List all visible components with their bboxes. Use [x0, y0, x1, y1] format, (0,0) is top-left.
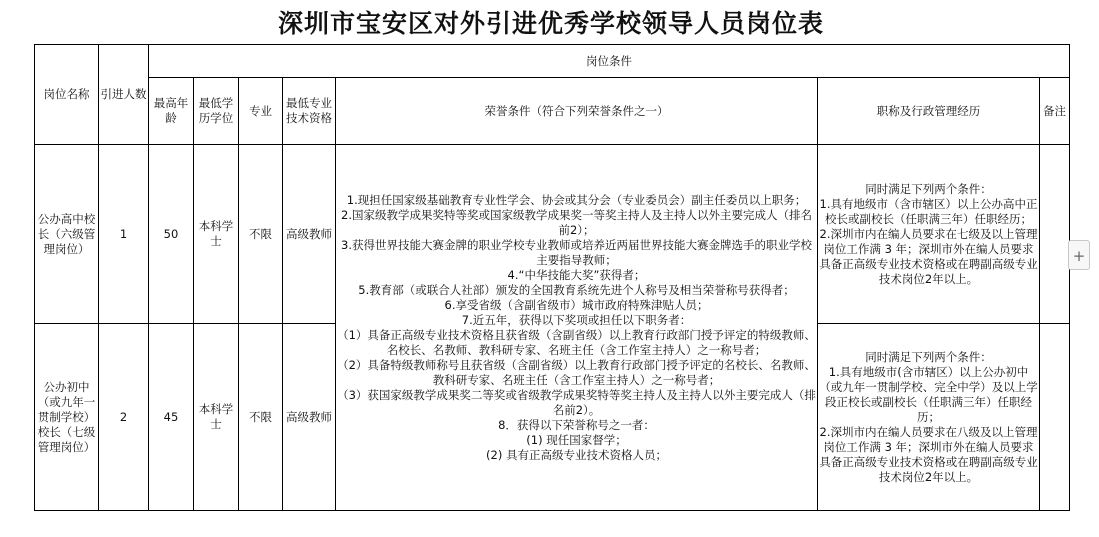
honor-line: 3.获得世界技能大赛金牌的职业学校专业教师或培养近两届世界技能大赛金牌选手的职业学校主要指导教师； — [341, 237, 812, 267]
position-name-cell: 公办初中（或九年一贯制学校）校长（七级管理岗位） — [35, 324, 99, 511]
experience-line: 同时满足下列两个条件： — [865, 181, 992, 196]
headcount-cell: 1 — [99, 145, 149, 324]
page-title: 深圳市宝安区对外引进优秀学校领导人员岗位表 — [277, 9, 824, 38]
qualification-cell: 高级教师 — [283, 324, 336, 511]
honor-line: 6.享受省级（含副省级市）城市政府特殊津贴人员； — [444, 297, 709, 312]
honor-line: 1.现担任国家级基础教育专业性学会、协会或其分会（专业委员会）副主任委员以上职务； — [346, 192, 807, 207]
header-max-age: 最高年龄 — [149, 78, 194, 145]
max-age-cell: 50 — [149, 145, 194, 324]
honor-line: (2) 具有正高级专业技术资格人员； — [486, 447, 667, 462]
major-cell: 不限 — [239, 324, 283, 511]
qualification-cell: 高级教师 — [283, 145, 336, 324]
major-cell: 不限 — [239, 145, 283, 324]
experience-line: 1.具有地级市（含市辖区）以上公办高中正校长或副校长（任职满三年）任职经历； — [819, 196, 1038, 226]
education-cell: 本科学士 — [194, 145, 239, 324]
experience-cell — [818, 145, 1040, 324]
header-min-education: 最低学历学位 — [194, 78, 239, 145]
experience-line: 1.具有地级市(含市辖区）以上公办初中（或九年一贯制学校、完全中学）及以上学段正校长或副校长（任职满三年）任职经历； — [819, 364, 1038, 424]
header-title-experience: 职称及行政管理经历 — [818, 78, 1040, 145]
header-position-name: 岗位名称 — [35, 45, 99, 145]
header-remarks: 备注 — [1040, 78, 1070, 145]
honor-line: （3）获国家级教学成果奖二等奖或省级教学成果奖特等奖主持人及主持人以外主要完成人（排名前2）。 — [337, 387, 816, 417]
honor-conditions-cell — [336, 145, 818, 511]
header-min-qualification: 最低专业技术资格 — [283, 78, 336, 145]
honor-line: 8．获得以下荣誉称号之一者： — [498, 417, 655, 432]
remarks-cell — [1040, 145, 1070, 324]
header-major: 专业 — [239, 78, 283, 145]
experience-line: 同时满足下列两个条件： — [865, 349, 992, 364]
honor-line: (1) 现任国家督学； — [526, 432, 627, 447]
honor-line: 2.国家级教学成果奖特等奖或国家级教学成果奖一等奖主持人及主持人以外主要完成人（排名前2）； — [341, 207, 812, 237]
header-honor: 荣誉条件（符合下列荣誉条件之一） — [336, 78, 818, 145]
position-name-cell: 公办高中校长（六级管理岗位） — [35, 145, 99, 324]
honor-line: 4.“中华技能大奖”获得者； — [507, 267, 646, 282]
honor-line: 7.近五年，获得以下奖项或担任以下职务者： — [461, 312, 692, 327]
experience-line: 2.深圳市内在编人员要求在七级及以上管理岗位工作满 3 年；深圳市外在编人员要求具备正高级专业技术资格或在聘副高级专业技术岗位2年以上。 — [819, 226, 1038, 286]
position-table — [34, 44, 1070, 511]
headcount-cell: 2 — [99, 324, 149, 511]
max-age-cell: 45 — [149, 324, 194, 511]
remarks-cell — [1040, 324, 1070, 511]
experience-line: 2.深圳市内在编人员要求在八级及以上管理岗位工作满 3 年；深圳市外在编人员要求具备正高级专业技术资格或在聘副高级专业技术岗位2年以上。 — [819, 424, 1038, 484]
header-headcount: 引进人数 — [99, 45, 149, 145]
honor-line: （1）具备正高级专业技术资格且获省级（含副省级）以上教育行政部门授予评定的特级教师、名校长、名教师、教科研专家、名班主任（含工作室主持人）之一称号者； — [337, 327, 816, 357]
expand-plus-button[interactable]: + — [1068, 240, 1090, 270]
table-row — [35, 145, 1070, 324]
honor-line: （2）具备特级教师称号且获省级（含副省级）以上教育行政部门授予评定的名校长、名教师、教科研专家、名班主任（含工作室主持人）之一称号者； — [337, 357, 816, 387]
experience-cell — [818, 324, 1040, 511]
education-cell: 本科学士 — [194, 324, 239, 511]
header-conditions: 岗位条件 — [149, 45, 1070, 78]
honor-line: 5.教育部（或联合人社部）颁发的全国教育系统先进个人称号及相当荣誉称号获得者； — [358, 282, 795, 297]
